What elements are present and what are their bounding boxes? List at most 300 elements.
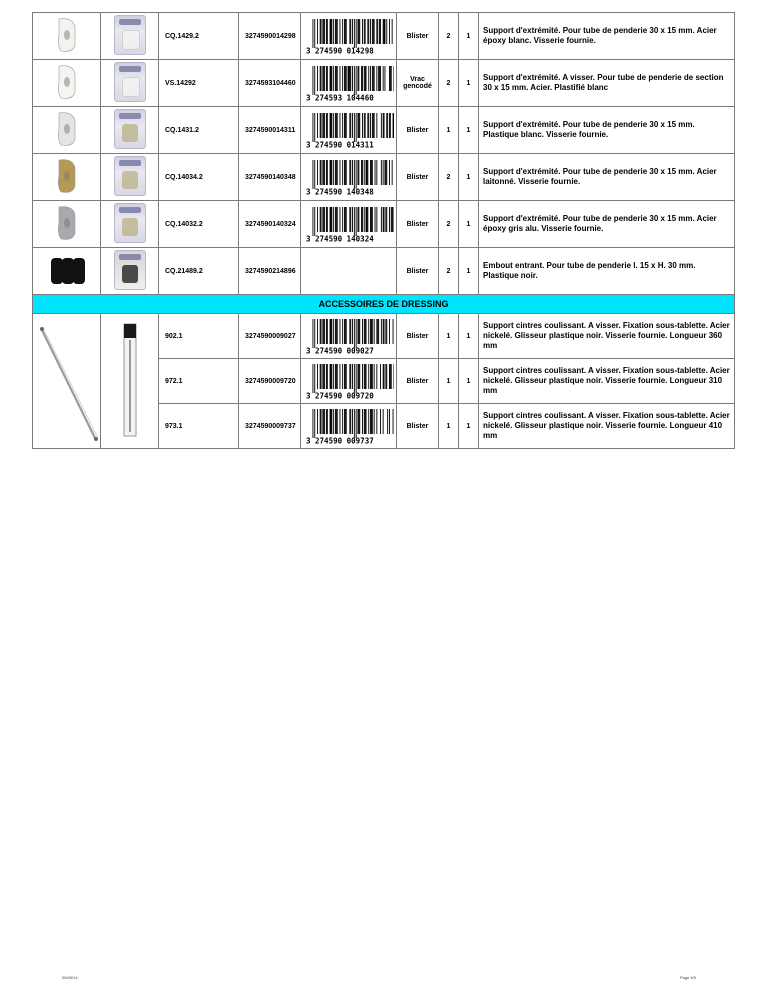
barcode-bar xyxy=(355,409,356,438)
barcode-bar xyxy=(382,19,383,44)
barcode-bar xyxy=(344,113,345,138)
barcode-bar xyxy=(373,409,374,434)
barcode-bar xyxy=(368,409,369,434)
barcode-bar xyxy=(370,409,371,434)
barcode-digits: 3 274590 140324 xyxy=(305,234,374,244)
barcode-bar xyxy=(393,364,394,389)
barcode-bar xyxy=(374,160,375,185)
barcode-bar xyxy=(314,19,315,48)
reference-cell: CQ.14034.2 xyxy=(159,154,239,201)
barcode-bar xyxy=(324,409,325,434)
barcode-cell xyxy=(301,359,397,404)
barcode-bar xyxy=(363,319,364,344)
barcode-bar xyxy=(339,207,340,232)
barcode-bar xyxy=(335,409,336,434)
barcode-bar xyxy=(358,364,359,389)
barcode-bar xyxy=(352,319,353,344)
barcode-bar xyxy=(339,319,340,344)
barcode-bar xyxy=(373,113,374,138)
barcode-bar xyxy=(364,364,365,389)
barcode-bar xyxy=(380,207,381,232)
product-photo xyxy=(47,156,87,196)
barcode-bar xyxy=(342,160,343,185)
ean-cell: 3274590214896 xyxy=(239,248,301,295)
barcode-bar xyxy=(330,160,331,185)
barcode-bar xyxy=(382,207,383,232)
product-photo xyxy=(47,15,87,55)
barcode-bar xyxy=(335,319,336,344)
barcode-bar xyxy=(364,66,365,91)
barcode-bar xyxy=(326,113,327,138)
barcode-bar xyxy=(322,66,323,91)
rod-line xyxy=(41,328,96,440)
barcode-bar xyxy=(390,364,391,389)
barcode-bar xyxy=(371,409,372,434)
packaging-type-cell: Vrac gencodé xyxy=(397,60,439,107)
barcode-digits: 3 274590 140348 xyxy=(305,187,374,197)
table-row xyxy=(33,60,735,107)
blister-pack-image xyxy=(114,203,146,243)
barcode-bar xyxy=(326,319,327,344)
barcode-bar xyxy=(378,66,379,91)
description-cell: Support cintres coulissant. A visser. Fixation sous-tablette. Acier nickelé. Glisseur plastique noir. Visserie fournie. Longueur 360 mm xyxy=(479,314,735,359)
barcode-bar xyxy=(380,160,381,185)
description-cell: Support d'extrémité. A visser. Pour tube de penderie de section 30 x 15 mm. Acier. Plastifié blanc xyxy=(479,60,735,107)
barcode-bar xyxy=(362,19,363,44)
barcode-bar xyxy=(330,19,331,44)
barcode-bar xyxy=(335,19,336,44)
description-cell: Embout entrant. Pour tube de penderie l. 15 x H. 30 mm. Plastique noir. xyxy=(479,248,735,295)
barcode-bar xyxy=(392,113,393,138)
barcode-bar xyxy=(373,66,374,91)
barcode-bar xyxy=(380,113,381,138)
barcode-bar xyxy=(326,19,327,44)
barcode-bar xyxy=(385,160,386,185)
barcode-bar xyxy=(391,160,392,185)
barcode-bar xyxy=(353,160,354,189)
barcode-cell xyxy=(301,107,397,154)
barcode-bar xyxy=(363,66,364,91)
barcode-bar xyxy=(339,409,340,434)
barcode-bar xyxy=(331,207,332,232)
barcode-bar xyxy=(326,160,327,185)
barcode-bar xyxy=(323,364,324,389)
barcode-bar xyxy=(350,409,351,434)
quantity-cell: 1 xyxy=(439,359,459,404)
barcode-cell xyxy=(301,154,397,201)
barcode-bar xyxy=(389,207,390,232)
barcode-bar xyxy=(326,409,327,434)
packaging-cell xyxy=(101,107,159,154)
barcode-bar xyxy=(371,113,372,138)
barcode-bar xyxy=(322,207,323,232)
bracket-hole xyxy=(64,124,70,134)
table-row xyxy=(33,13,735,60)
barcode-bar xyxy=(335,409,336,434)
barcode-bar xyxy=(312,319,313,348)
barcode-bar xyxy=(359,364,360,389)
section-header-row xyxy=(33,295,735,314)
blister-pack-image xyxy=(114,62,146,102)
barcode-bar xyxy=(333,66,334,91)
quantity-cell: 2 xyxy=(439,60,459,107)
barcode-bar xyxy=(364,319,365,344)
barcode-bar xyxy=(320,160,321,185)
barcode-bar xyxy=(357,113,358,138)
barcode-bar xyxy=(329,207,330,232)
barcode-bar xyxy=(372,19,373,44)
barcode-bar xyxy=(331,19,332,44)
barcode-bar xyxy=(312,66,313,95)
barcode-bar xyxy=(373,319,374,344)
barcode-bar xyxy=(353,364,354,393)
barcode-image xyxy=(304,316,394,356)
barcode-bar xyxy=(344,19,345,44)
barcode-bar xyxy=(377,319,378,344)
quantity-cell: 1 xyxy=(439,404,459,449)
barcode-bar xyxy=(355,66,356,95)
barcode-bar xyxy=(392,207,393,232)
barcode-bar xyxy=(389,364,390,389)
barcode-bar xyxy=(352,409,353,434)
barcode-bar xyxy=(317,160,318,185)
barcode-bar xyxy=(371,66,372,91)
barcode-bar xyxy=(347,66,348,91)
barcode-bar xyxy=(335,364,336,389)
barcode-bar xyxy=(317,409,318,434)
unit-cell: 1 xyxy=(459,107,479,154)
barcode-bar xyxy=(349,66,350,91)
barcode-bar xyxy=(371,409,372,434)
barcode-bar xyxy=(314,364,315,393)
blister-pack-image xyxy=(114,15,146,55)
barcode-bar xyxy=(366,160,367,185)
barcode-bar xyxy=(330,409,331,434)
barcode-bar xyxy=(371,207,372,232)
end-cap-shape xyxy=(51,258,63,284)
ean-cell: 3274593104460 xyxy=(239,60,301,107)
barcode-bar xyxy=(370,19,371,44)
barcode-bar xyxy=(352,113,353,138)
barcode-bar xyxy=(331,66,332,91)
ean-cell: 3274590009737 xyxy=(239,404,301,449)
barcode-bar xyxy=(344,160,345,185)
barcode-bar xyxy=(365,364,366,389)
barcode-bar xyxy=(314,160,315,189)
barcode-digits: 3 274590 009027 xyxy=(305,346,374,356)
barcode-bar xyxy=(355,19,356,48)
barcode-bar xyxy=(345,113,346,138)
reference-cell: CQ.1429.2 xyxy=(159,13,239,60)
barcode-bar xyxy=(324,207,325,232)
barcode-bar xyxy=(320,207,321,232)
barcode-bar xyxy=(368,113,369,138)
barcode-bar xyxy=(368,319,369,344)
barcode-bar xyxy=(363,207,364,232)
barcode-bar xyxy=(355,113,356,142)
barcode-bar xyxy=(392,319,393,344)
barcode-bar xyxy=(364,113,365,138)
barcode-bar xyxy=(362,66,363,91)
barcode-bar xyxy=(330,364,331,389)
barcode-bar xyxy=(386,364,387,389)
description-cell: Support d'extrémité. Pour tube de penderie 30 x 15 mm. Acier époxy blanc. Visserie fournie. xyxy=(479,13,735,60)
barcode-bar xyxy=(389,66,390,91)
barcode-bar xyxy=(362,207,363,232)
barcode-bar xyxy=(386,207,387,232)
barcode-bar xyxy=(365,409,366,434)
barcode-bar xyxy=(365,66,366,91)
barcode-bar xyxy=(361,160,362,185)
barcode-bar xyxy=(363,19,364,44)
table-row xyxy=(33,154,735,201)
packaging-cell xyxy=(101,13,159,60)
photo-cell xyxy=(33,201,101,248)
footer-page: Page 5/5 xyxy=(680,975,697,980)
barcode-bar xyxy=(379,66,380,91)
barcode-digits: 3 274590 009720 xyxy=(305,391,374,401)
unit-cell: 1 xyxy=(459,314,479,359)
barcode-cell xyxy=(301,248,397,295)
barcode-bar xyxy=(376,319,377,344)
barcode-bar xyxy=(359,319,360,344)
barcode-cell xyxy=(301,60,397,107)
quantity-cell: 1 xyxy=(439,107,459,154)
ean-cell: 3274590140324 xyxy=(239,201,301,248)
rod-highlight xyxy=(44,330,98,438)
barcode-bar xyxy=(379,19,380,44)
barcode-bar xyxy=(367,19,368,44)
barcode-bar xyxy=(358,409,359,434)
barcode-bar xyxy=(320,66,321,91)
barcode-bar xyxy=(380,19,381,44)
barcode-bar xyxy=(314,66,315,95)
barcode-bar xyxy=(333,113,334,138)
barcode-bar xyxy=(384,66,385,91)
barcode-bar xyxy=(312,19,313,48)
barcode-bar xyxy=(336,160,337,185)
reference-cell: VS.14292 xyxy=(159,60,239,107)
barcode-bar xyxy=(349,319,350,344)
reference-cell: CQ.21489.2 xyxy=(159,248,239,295)
barcode-bar xyxy=(350,319,351,344)
barcode-bar xyxy=(319,319,320,344)
barcode-bar xyxy=(350,113,351,138)
barcode-bar xyxy=(352,364,353,389)
barcode-bar xyxy=(387,409,388,434)
pack-header xyxy=(124,324,136,338)
packaging-cell xyxy=(101,60,159,107)
unit-cell: 1 xyxy=(459,404,479,449)
table-body-bottom xyxy=(33,314,735,449)
barcode-bar xyxy=(376,364,377,389)
quantity-cell: 2 xyxy=(439,201,459,248)
description-cell: Support cintres coulissant. A visser. Fixation sous-tablette. Acier nickelé. Glisseur plastique noir. Visserie fournie. Longueur 310 mm xyxy=(479,359,735,404)
quantity-cell: 2 xyxy=(439,154,459,201)
long-blister-pack xyxy=(118,320,142,440)
barcode-bar xyxy=(362,113,363,138)
barcode-bar xyxy=(329,19,330,44)
barcode-bar xyxy=(326,113,327,138)
barcode-bar xyxy=(345,19,346,44)
barcode-bar xyxy=(326,364,327,389)
barcode-bar xyxy=(367,160,368,185)
barcode-bar xyxy=(312,364,313,393)
barcode-bar xyxy=(389,66,390,91)
barcode-bar xyxy=(374,207,375,232)
barcode-image xyxy=(304,63,394,103)
barcode-bar xyxy=(350,207,351,232)
barcode-bar xyxy=(335,207,336,232)
barcode-bar xyxy=(352,66,353,91)
barcode-bar xyxy=(376,160,377,185)
barcode-bar xyxy=(353,19,354,48)
barcode-bar xyxy=(324,66,325,91)
barcode-bar xyxy=(371,364,372,389)
barcode-bar xyxy=(376,207,377,232)
barcode-bar xyxy=(363,113,364,138)
barcode-bar xyxy=(322,113,323,138)
barcode-bar xyxy=(342,364,343,389)
barcode-bar xyxy=(344,409,345,434)
barcode-image xyxy=(304,16,394,56)
unit-cell: 1 xyxy=(459,154,479,201)
barcode-bar xyxy=(370,66,371,91)
end-cap-shape xyxy=(62,258,74,284)
barcode-bar xyxy=(359,409,360,434)
barcode-bar xyxy=(355,160,356,189)
barcode-bar xyxy=(323,160,324,185)
barcode-bar xyxy=(319,160,320,185)
barcode-image xyxy=(304,110,394,150)
barcode-bar xyxy=(344,19,345,44)
table-row xyxy=(33,201,735,248)
barcode-bar xyxy=(353,409,354,438)
barcode-bar xyxy=(362,409,363,434)
barcode-bar xyxy=(371,207,372,232)
packaging-cell xyxy=(101,201,159,248)
barcode-bar xyxy=(330,207,331,232)
barcode-bar xyxy=(330,113,331,138)
barcode-bar xyxy=(333,160,334,185)
barcode-bar xyxy=(350,364,351,389)
packaging-type-cell: Blister xyxy=(397,248,439,295)
product-photo xyxy=(47,62,87,102)
barcode-bar xyxy=(329,319,330,344)
barcode-bar xyxy=(383,113,384,138)
barcode-bar xyxy=(312,207,313,236)
barcode-bar xyxy=(329,160,330,185)
barcode-bar xyxy=(353,319,354,348)
barcode-bar xyxy=(357,319,358,344)
barcode-bar xyxy=(319,19,320,44)
barcode-bar xyxy=(331,160,332,185)
barcode-bar xyxy=(367,207,368,232)
barcode-bar xyxy=(370,319,371,344)
barcode-bar xyxy=(353,207,354,236)
barcode-bar xyxy=(359,19,360,44)
reference-cell: 972.1 xyxy=(159,359,239,404)
barcode-bar xyxy=(336,364,337,389)
barcode-cell xyxy=(301,404,397,449)
quantity-cell: 2 xyxy=(439,248,459,295)
unit-cell: 1 xyxy=(459,359,479,404)
barcode-bar xyxy=(320,19,321,44)
barcode-bar xyxy=(349,160,350,185)
barcode-bar xyxy=(350,19,351,44)
barcode-bar xyxy=(393,66,394,91)
packaging-type-cell: Blister xyxy=(397,404,439,449)
barcode-bar xyxy=(342,19,343,44)
barcode-image xyxy=(304,361,394,401)
barcode-bar xyxy=(372,113,373,138)
barcode-bar xyxy=(376,409,377,434)
unit-cell: 1 xyxy=(459,13,479,60)
barcode-bar xyxy=(386,113,387,138)
barcode-bar xyxy=(376,19,377,44)
barcode-bar xyxy=(329,364,330,389)
description-cell: Support d'extrémité. Pour tube de penderie 30 x 15 mm. Acier époxy gris alu. Visserie fournie. xyxy=(479,201,735,248)
reference-cell: CQ.1431.2 xyxy=(159,107,239,154)
barcode-bar xyxy=(385,319,386,344)
unit-cell: 1 xyxy=(459,201,479,248)
footer-date: 05/06/14 xyxy=(62,975,78,980)
barcode-bar xyxy=(389,409,390,434)
barcode-bar xyxy=(358,66,359,91)
barcode-cell xyxy=(301,314,397,359)
barcode-bar xyxy=(312,160,313,189)
barcode-image xyxy=(304,157,394,197)
section-title: ACCESSOIRES DE DRESSING xyxy=(33,295,735,314)
barcode-bar xyxy=(336,66,337,91)
barcode-bar xyxy=(371,364,372,389)
barcode-bar xyxy=(319,207,320,232)
barcode-bar xyxy=(336,409,337,434)
barcode-bar xyxy=(365,319,366,344)
barcode-bar xyxy=(368,66,369,91)
barcode-bar xyxy=(370,160,371,185)
ean-cell: 3274590140348 xyxy=(239,154,301,201)
barcode-bar xyxy=(376,113,377,138)
barcode-bar xyxy=(324,113,325,138)
barcode-bar xyxy=(331,409,332,434)
description-cell: Support cintres coulissant. A visser. Fixation sous-tablette. Acier nickelé. Glisseur plastique noir. Visserie fournie. Longueur 410 mm xyxy=(479,404,735,449)
barcode-bar xyxy=(380,66,381,91)
rod-end-bottom xyxy=(94,437,98,441)
barcode-bar xyxy=(389,19,390,44)
barcode-bar xyxy=(320,409,321,434)
barcode-bar xyxy=(335,19,336,44)
barcode-bar xyxy=(319,409,320,434)
barcode-bar xyxy=(370,364,371,389)
barcode-bar xyxy=(357,364,358,389)
barcode-bar xyxy=(320,319,321,344)
barcode-bar xyxy=(352,160,353,185)
barcode-bar xyxy=(349,364,350,389)
barcode-bar xyxy=(322,160,323,185)
barcode-bar xyxy=(366,207,367,232)
quantity-cell: 2 xyxy=(439,13,459,60)
barcode-bar xyxy=(382,160,383,185)
table-body-top xyxy=(33,13,735,295)
barcode-bar xyxy=(345,160,346,185)
barcode-bar xyxy=(319,66,320,91)
barcode-bar xyxy=(330,66,331,91)
barcode-bar xyxy=(365,207,366,232)
barcode-bar xyxy=(333,207,334,232)
barcode-bar xyxy=(358,319,359,344)
barcode-bar xyxy=(391,207,392,232)
